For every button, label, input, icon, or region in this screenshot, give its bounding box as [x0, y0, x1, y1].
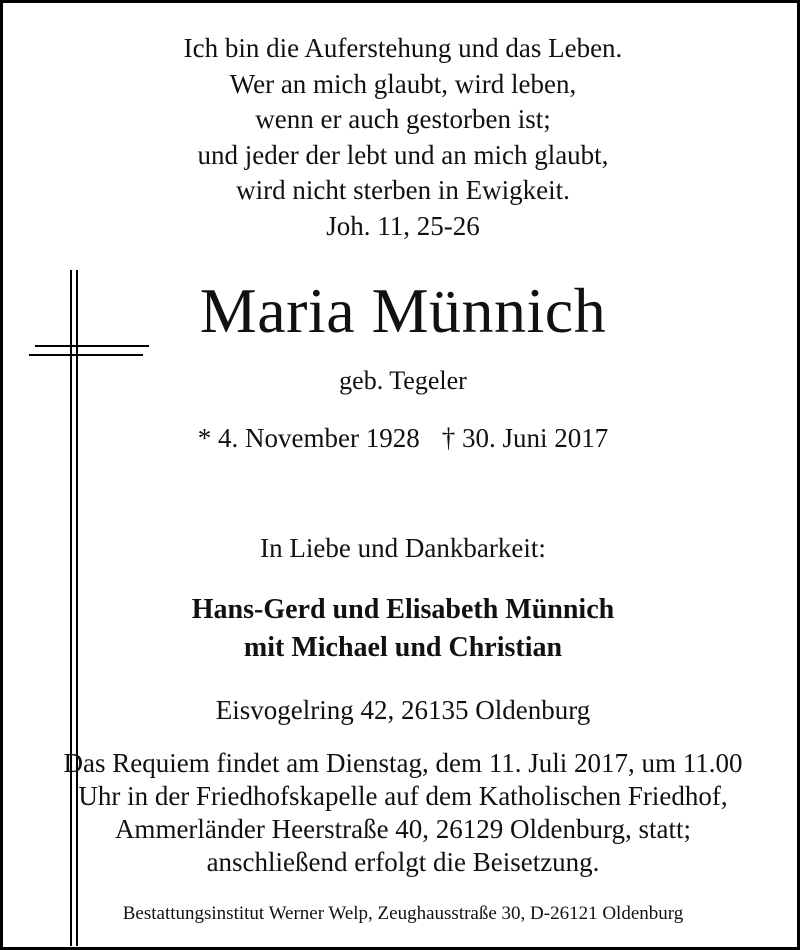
requiem-line: Ammerländer Heerstraße 40, 26129 Oldenburg, statt; — [114, 814, 692, 844]
requiem-line: Uhr in der Friedhofskapelle auf dem Katholischen Friedhof, — [78, 781, 728, 811]
verse-line: wenn er auch gestorben ist; — [255, 104, 551, 134]
mourners-names — [3, 591, 800, 667]
verse-line: Ich bin die Auferstehung und das Leben. — [183, 33, 623, 63]
mourners-intro: In Liebe und Dankbarkeit: — [260, 533, 546, 563]
death-date: † 30. Juni 2017 — [441, 423, 609, 453]
mourners-line: Hans-Gerd und Elisabeth Münnich — [191, 594, 615, 625]
maiden-name: geb. Tegeler — [339, 366, 467, 395]
bible-verse — [3, 31, 800, 244]
verse-line: wird nicht sterben in Ewigkeit. — [236, 175, 570, 205]
verse-reference: Joh. 11, 25-26 — [326, 210, 480, 241]
requiem-info — [3, 747, 800, 879]
requiem-line: anschließend erfolgt die Beisetzung. — [206, 847, 600, 877]
verse-line: Wer an mich glaubt, wird leben, — [229, 68, 577, 99]
deceased-name: Maria Münnich — [199, 275, 607, 346]
life-dates — [3, 421, 800, 455]
funeral-home-footer: Bestattungsinstitut Werner Welp, Zeughausstraße 30, D-26121 Oldenburg — [122, 903, 684, 924]
birth-date: * 4. November 1928 — [197, 423, 420, 453]
verse-line: und jeder der lebt und an mich glaubt, — [197, 139, 609, 170]
mourners-line: mit Michael und Christian — [243, 632, 563, 663]
mourners-address: Eisvogelring 42, 26135 Oldenburg — [215, 695, 591, 725]
requiem-line: Das Requiem findet am Dienstag, dem 11. Juli 2017, um 11.00 — [63, 748, 743, 778]
